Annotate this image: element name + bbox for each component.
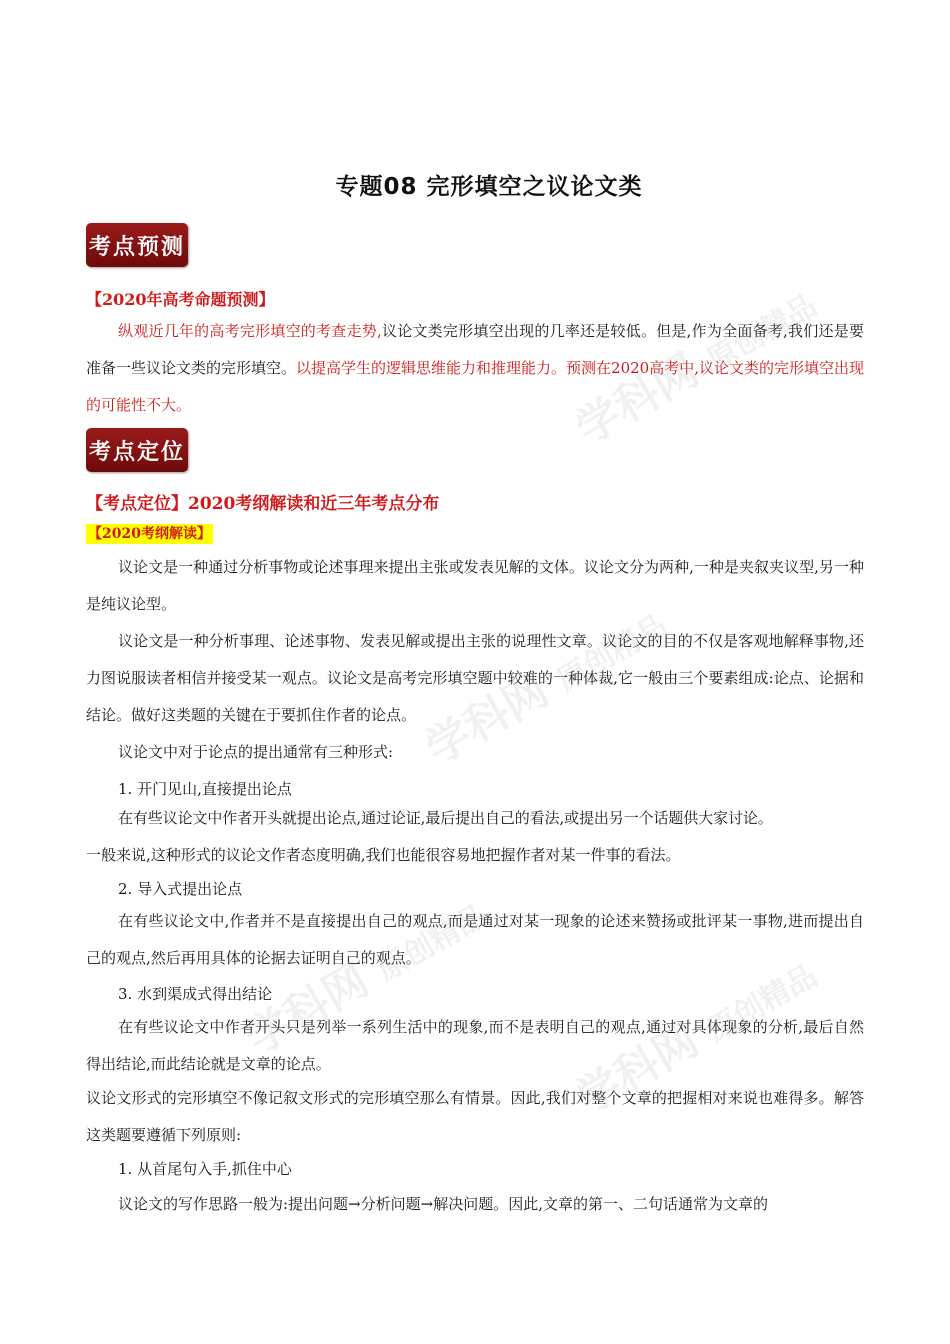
list-item-1: 1. 开门见山,直接提出论点 [118, 780, 292, 798]
banner-positioning: 考点定位 [86, 428, 188, 472]
banner-prediction: 考点预测 [86, 223, 188, 267]
body-paragraph-8: 议论文的写作思路一般为:提出问题→分析问题→解决问题。因此,文章的第一、二句话通常为文章的 [118, 1195, 768, 1213]
body-paragraph-5: 在有些议论文中,作者并不是直接提出自己的观点,而是通过对某一现象的论述来赞扬或批评某一事物,进而提出自己的观点,然后再用具体的论据去证明自己的观点。 [86, 912, 864, 967]
body-paragraph-4b: 一般来说,这种形式的议论文作者态度明确,我们也能很容易地把握作者对某一件事的看法。 [86, 846, 681, 864]
positioning-heading: 【考点定位】2020考纲解读和近三年考点分布 [86, 494, 440, 514]
watermark-2: 学科网 原创精品 [417, 608, 673, 775]
watermark-1: 学科网 原创精品 [567, 288, 823, 455]
prediction-red-text-2: 以提高学生的逻辑思维能力和推理能力。预测在2020高考中,议论文类的完形填空出现的可能性不大。 [86, 359, 864, 414]
syllabus-tag: 【2020考纲解读】 [88, 526, 211, 542]
list-item-2: 2. 导入式提出论点 [118, 880, 243, 898]
body-paragraph-7: 议论文形式的完形填空不像记叙文形式的完形填空那么有情景。因此,我们对整个文章的把握相对来说也难得多。解答这类题要遵循下列原则: [86, 1089, 864, 1144]
body-paragraph-2: 议论文是一种分析事理、论述事物、发表见解或提出主张的说理性文章。议论文的目的不仅是客观地解释事物,还力图说服读者相信并接受某一观点。议论文是高考完形填空题中较难的一种体裁,它一般由三个要素组成:论点、论据和结论。做好这类题的关键在于要抓住作者的论点。 [86, 632, 864, 724]
body-paragraph-3: 议论文中对于论点的提出通常有三种形式: [118, 743, 394, 761]
prediction-red-text: 纵观近几年的高考完形填空的考查走势, [118, 322, 382, 340]
page-title: 专题08 完形填空之议论文类 [335, 174, 643, 200]
watermark-3: 学科网 原创精品 [237, 898, 493, 1065]
list-item-3: 3. 水到渠成式得出结论 [118, 985, 273, 1003]
prediction-heading: 【2020年高考命题预测】 [86, 290, 275, 309]
body-paragraph-1: 议论文是一种通过分析事物或论述事理来提出主张或发表见解的文体。议论文分为两种,一种是夹叙夹议型,另一种是纯议论型。 [86, 558, 864, 613]
body-paragraph-4: 在有些议论文中作者开头就提出论点,通过论证,最后提出自己的看法,或提出另一个话题供大家讨论。 [118, 809, 773, 827]
list-item-4: 1. 从首尾句入手,抓住中心 [118, 1160, 292, 1178]
watermark-4: 学科网 原创精品 [567, 958, 823, 1125]
prediction-black-text: 议论文类完形填空出现的几率还是较低。但是,作为全面备考,我们还是要准备一些议论文类的完形填空。 [86, 322, 864, 377]
body-paragraph-6: 在有些议论文中作者开头只是列举一系列生活中的现象,而不是表明自己的观点,通过对具体现象的分析,最后自然得出结论,而此结论就是文章的论点。 [86, 1018, 864, 1073]
prediction-paragraph [86, 313, 864, 424]
